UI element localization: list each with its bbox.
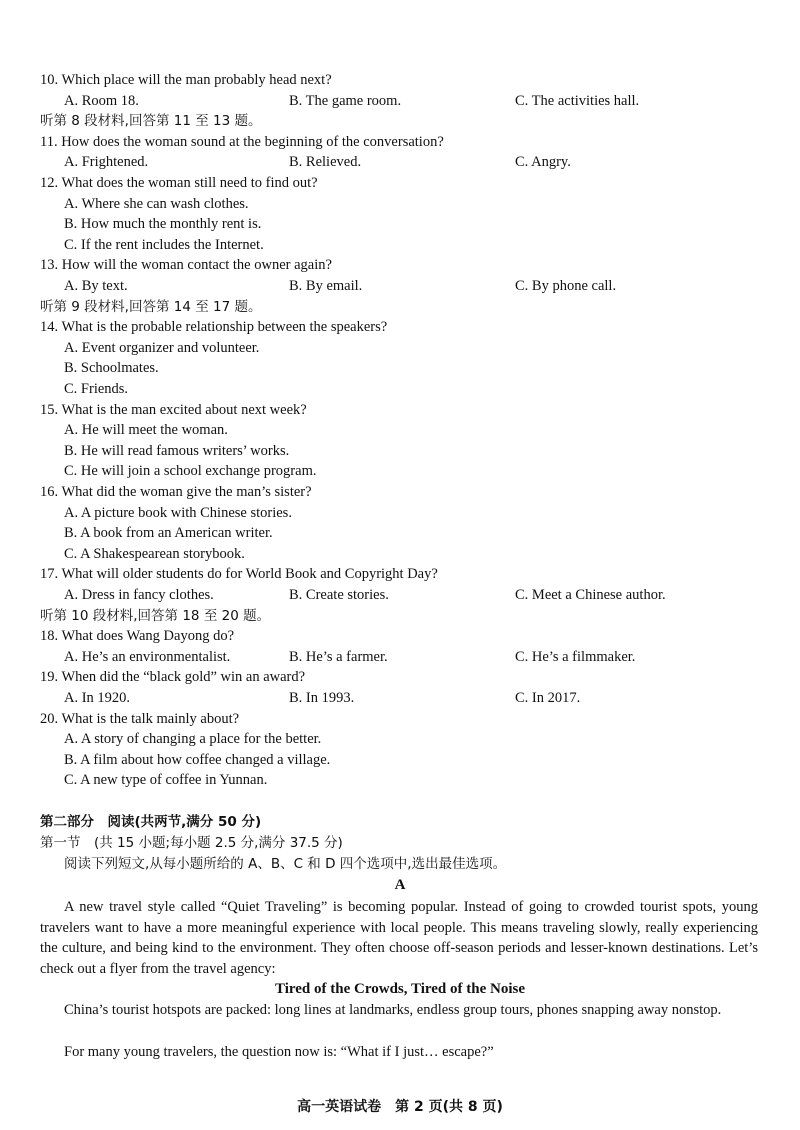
answer-option: B. How much the monthly rent is. bbox=[64, 216, 262, 233]
answer-option: A. Event organizer and volunteer. bbox=[64, 339, 260, 356]
section-title: 第一节 (共 15 小题;每小题 2.5 分,满分 37.5 分) bbox=[40, 835, 343, 851]
question-stem: 20. What is the talk mainly about? bbox=[40, 710, 240, 727]
answer-option: A. In 1920. bbox=[64, 690, 131, 706]
answer-option: B. The game room. bbox=[289, 92, 402, 109]
answer-option: B. Relieved. bbox=[289, 154, 362, 171]
answer-option: A. He will meet the woman. bbox=[64, 422, 228, 439]
question-stem: 16. What did the woman give the man’s sister? bbox=[40, 484, 312, 500]
question-stem: 11. How does the woman sound at the beginning of the conversation? bbox=[40, 133, 444, 150]
answer-option: B. He’s a farmer. bbox=[289, 648, 388, 665]
answer-option: C. Friends. bbox=[64, 381, 129, 397]
question-stem: 13. How will the woman contact the owner again? bbox=[40, 257, 332, 274]
passage-paragraph: For many young travelers, the question now is: “What if I just… escape?” bbox=[64, 1043, 494, 1060]
passage-paragraph: China’s tourist hotspots are packed: long lines at landmarks, endless group tours, phones snapping away nonstop. bbox=[64, 1002, 722, 1019]
passage-paragraph: A new travel style called “Quiet Traveling” is becoming popular. Instead of going to crowded tourist spots, young travelers want to have a more meaningful experience with local people. This means traveling slowly, really experiencing the culture, and being kind to the environment. They often choose off-season periods and lesser-known destinations. Let’s check out a flyer from the travel agency: bbox=[40, 899, 758, 977]
answer-option: C. A new type of coffee in Yunnan. bbox=[64, 772, 268, 789]
answer-option: B. Create stories. bbox=[289, 587, 389, 603]
answer-option: C. He’s a filmmaker. bbox=[515, 648, 636, 665]
answer-option: A. A picture book with Chinese stories. bbox=[64, 504, 292, 521]
answer-option: A. He’s an environmentalist. bbox=[64, 648, 231, 665]
answer-option: C. A Shakespearean storybook. bbox=[64, 545, 245, 562]
question-stem: 12. What does the woman still need to find out? bbox=[40, 175, 318, 191]
answer-option: A. Room 18. bbox=[64, 92, 139, 109]
answer-option: C. Meet a Chinese author. bbox=[515, 587, 666, 603]
answer-option: C. In 2017. bbox=[515, 690, 581, 706]
flyer-title: Tired of the Crowds, Tired of the Noise bbox=[274, 981, 525, 998]
answer-option: A. Frightened. bbox=[64, 154, 149, 171]
answer-option: C. The activities hall. bbox=[515, 92, 640, 109]
answer-option: A. A story of changing a place for the better. bbox=[64, 731, 322, 748]
question-stem: 17. What will older students do for World Book and Copyright Day? bbox=[40, 566, 438, 583]
part-title: 第二部分 阅读(共两节,满分 50 分) bbox=[40, 814, 262, 830]
answer-option: B. He will read famous writers’ works. bbox=[64, 442, 290, 459]
page-footer: 高一英语试卷 第 2 页(共 8 页) bbox=[297, 1099, 503, 1115]
question-stem: 10. Which place will the man probably head next? bbox=[40, 72, 332, 88]
answer-option: A. Where she can wash clothes. bbox=[64, 195, 249, 212]
answer-option: B. A book from an American writer. bbox=[64, 525, 273, 542]
section-heading: 听第 9 段材料,回答第 14 至 17 题。 bbox=[40, 298, 262, 315]
answer-option: C. If the rent includes the Internet. bbox=[64, 236, 264, 253]
answer-option: B. By email. bbox=[289, 278, 363, 294]
answer-option: C. By phone call. bbox=[515, 278, 617, 294]
question-stem: 15. What is the man excited about next week? bbox=[40, 401, 307, 418]
answer-option: B. Schoolmates. bbox=[64, 360, 159, 377]
answer-option: A. Dress in fancy clothes. bbox=[64, 587, 214, 603]
section-heading: 听第 10 段材料,回答第 18 至 20 题。 bbox=[40, 607, 271, 624]
answer-option: A. By text. bbox=[64, 278, 128, 294]
answer-option: C. Angry. bbox=[515, 154, 571, 171]
question-stem: 14. What is the probable relationship between the speakers? bbox=[40, 319, 388, 336]
section-heading: 听第 8 段材料,回答第 11 至 13 题。 bbox=[40, 113, 262, 130]
passage-letter: A bbox=[394, 877, 406, 893]
question-stem: 18. What does Wang Dayong do? bbox=[40, 628, 235, 645]
answer-option: B. A film about how coffee changed a village. bbox=[64, 751, 331, 768]
answer-option: B. In 1993. bbox=[289, 690, 355, 706]
question-stem: 19. When did the “black gold” win an award? bbox=[40, 669, 306, 686]
instruction: 阅读下列短文,从每小题所给的 A、B、C 和 D 四个选项中,选出最佳选项。 bbox=[64, 856, 507, 872]
answer-option: C. He will join a school exchange program. bbox=[64, 463, 317, 480]
